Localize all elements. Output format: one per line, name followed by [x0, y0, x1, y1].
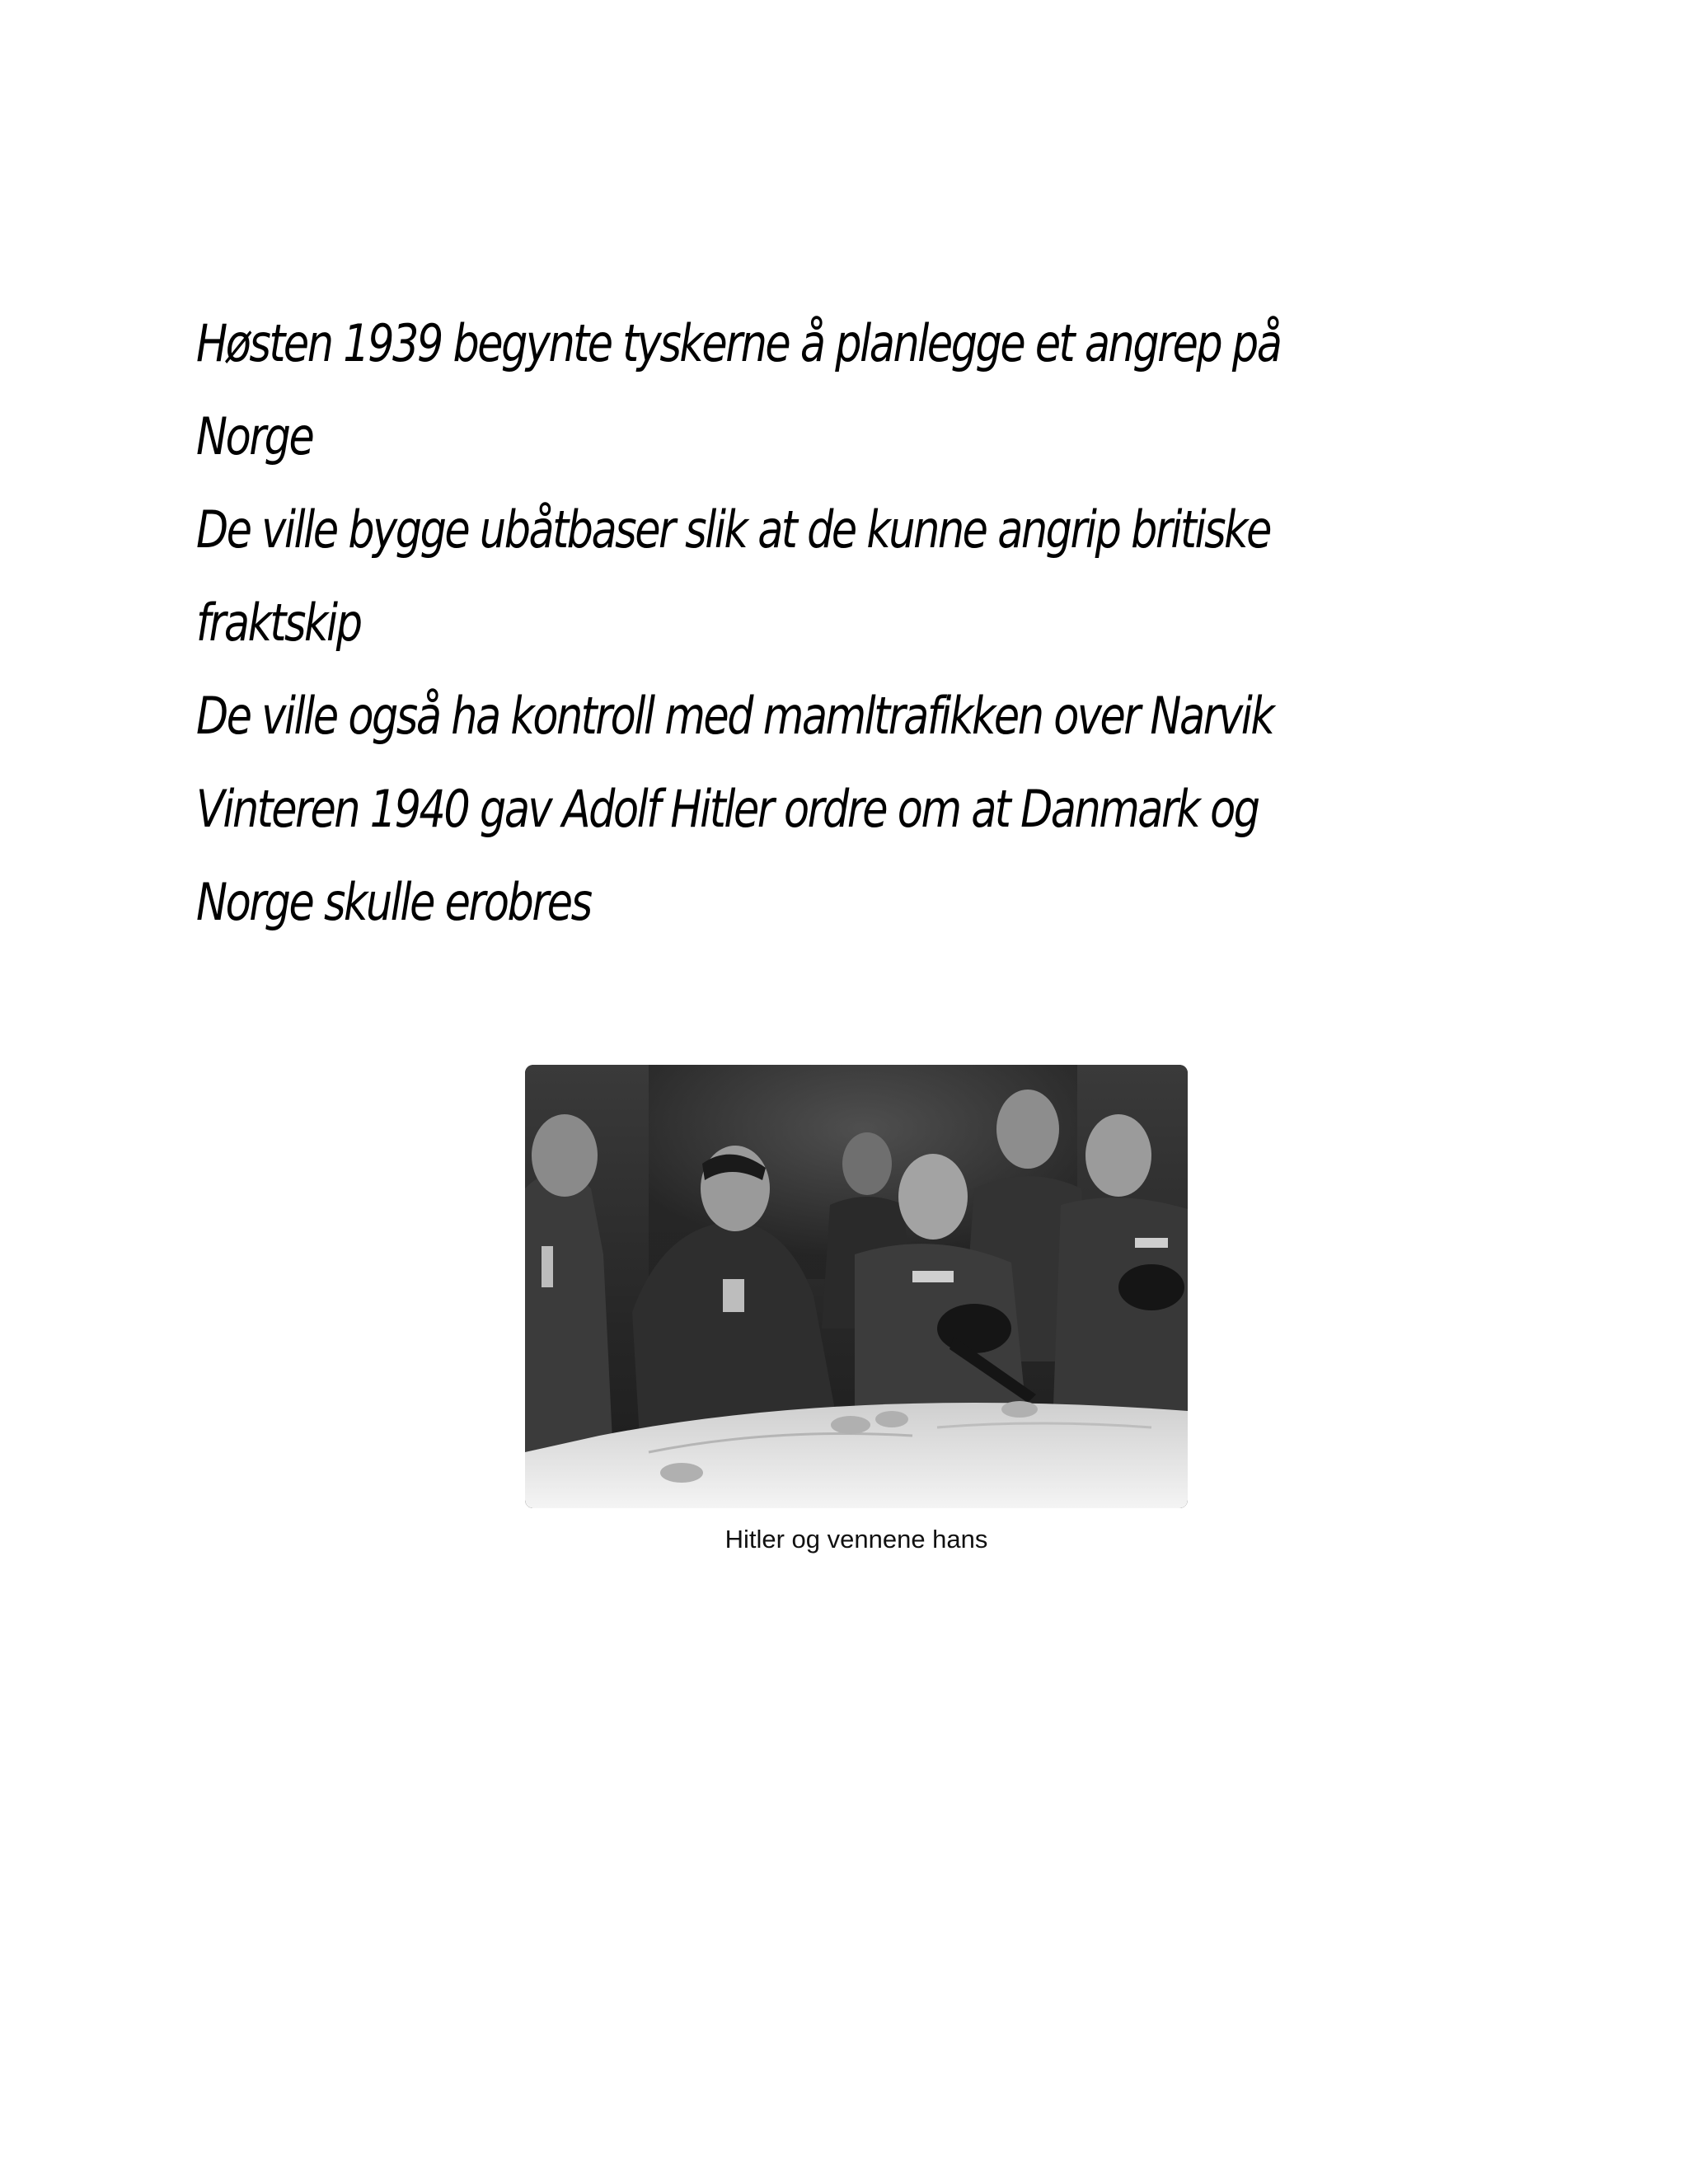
text-line: Vinteren 1940 gav Adolf Hitler ordre om at Danmark og [196, 779, 1259, 839]
text-line: Norge [196, 406, 313, 466]
photo-caption: Hitler og vennene hans [724, 1525, 988, 1554]
photo-illustration [525, 1065, 1188, 1508]
body-text [196, 297, 1515, 949]
historical-photo [525, 1065, 1188, 1508]
text-line: Høsten 1939 begynte tyskerne å planlegge et angrep på [196, 313, 1281, 373]
text-line: De ville også ha kontroll med mamltrafikken over Narvik [196, 686, 1273, 746]
text-line: Norge skulle erobres [196, 872, 591, 932]
text-line: fraktskip [196, 593, 361, 653]
text-line: De ville bygge ubåtbaser slik at de kunne angrip britiske [196, 499, 1270, 560]
